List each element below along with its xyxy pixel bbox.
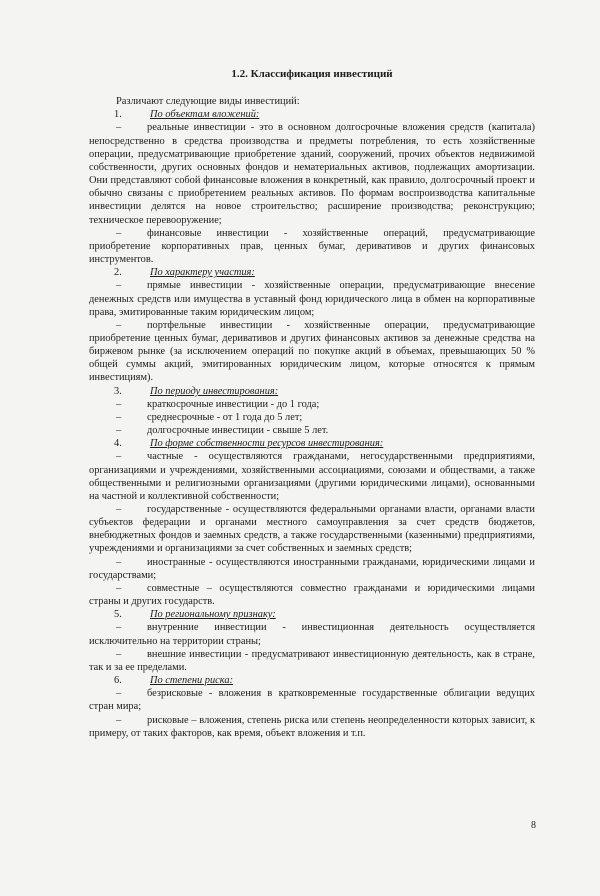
dash-bullet: – (116, 411, 122, 423)
heading-text: По степени риска: (150, 675, 234, 687)
dash-bullet: – (116, 122, 122, 134)
document-body (89, 68, 535, 740)
heading-number: 1. (114, 109, 122, 121)
dash-bullet: – (116, 227, 122, 239)
page-number: 8 (531, 820, 536, 831)
list-item-text: внутренние инвестиции - инвестиционная деятельность осуществляется исключительно на территории страны; (89, 622, 535, 647)
intro-paragraph: Различают следующие виды инвестиций: (116, 96, 300, 108)
dash-bullet: – (116, 425, 122, 437)
list-item-text: среднесрочные - от 1 года до 5 лет; (147, 411, 303, 423)
list-item-text: финансовые инвестиции - хозяйственные операций, предусматривающие приобретение корпоративных прав, ценных бумаг, деривативов и других финансовых инструментов. (89, 227, 535, 266)
dash-bullet: – (116, 622, 122, 634)
dash-bullet: – (116, 648, 122, 660)
heading-number: 3. (114, 385, 122, 397)
dash-bullet: – (116, 451, 122, 463)
dash-bullet: – (116, 398, 122, 410)
list-item-text: прямые инвестиции - хозяйственные операции, предусматривающие внесение денежных средств или имущества в уставный фонд юридического лица в обмен на корпоративные права, эмитированные таким юридическим лицом; (89, 280, 535, 318)
dash-bullet: – (116, 319, 122, 331)
list-item (89, 450, 535, 503)
list-item-text: государственные - осуществляются федеральными органами власти, органами власти субъектов федерации и органами местного самоуправления за счет средств бюджетов, внебюджетных фондов и заемных средств, а также государственными (казенными) предприятиями, учреждениями и организациями за счет собственных и заемных средств; (89, 504, 535, 555)
classification-heading (89, 385, 535, 398)
heading-text: По форме собственности ресурсов инвестирования: (150, 438, 384, 450)
heading-text: По объектам вложений: (150, 109, 260, 121)
list-item-text: внешние инвестиции - предусматривают инвестиционную деятельность, как в стране, так и за ее пределами. (89, 648, 535, 673)
list-item (89, 503, 535, 556)
list-item-text: частные - осуществляются гражданами, негосударственными предприятиями, организациями и учреждениями, хозяйственными ассоциациями, союзами и обществами, а также общественными и религиозными организациями (другими юридическими лицами), основанными на частной и коллективной собственности; (89, 451, 535, 502)
list-item-text: иностранные - осуществляются иностранными гражданами, юридическими лицами и государствами; (89, 556, 535, 581)
classification-heading (89, 266, 535, 279)
list-item-text: рисковые – вложения, степень риска или степень неопределенности которых зависит, к примеру, от таких факторов, как время, объект вложения и т.п. (89, 714, 535, 739)
classification-heading (89, 437, 535, 450)
dash-bullet: – (116, 280, 122, 292)
heading-number: 5. (114, 609, 122, 621)
list-item-text: совместные – осуществляются совместно гражданами и юридическими лицами страны и других государств. (89, 582, 535, 608)
heading-number: 6. (114, 675, 122, 687)
list-item (89, 121, 535, 226)
list-item-text: безрисковые - вложения в кратковременные государственные облигации ведущих стран мира; (89, 688, 535, 713)
list-item-text: краткосрочные инвестиции - до 1 года; (147, 398, 320, 410)
dash-bullet: – (116, 582, 122, 594)
heading-text: По региональному признаку: (150, 609, 276, 621)
heading-number: 4. (114, 438, 122, 450)
classification-list (89, 108, 535, 740)
list-item-text: долгосрочные инвестиции - свыше 5 лет. (147, 425, 329, 437)
dash-bullet: – (116, 688, 122, 700)
classification-heading (89, 108, 535, 121)
list-item (89, 648, 535, 674)
dash-bullet: – (116, 504, 122, 515)
list-item (89, 582, 535, 608)
list-item (89, 714, 535, 740)
list-item (89, 411, 535, 424)
classification-heading (89, 608, 535, 621)
list-item (89, 687, 535, 713)
heading-number: 2. (114, 267, 122, 279)
list-item (89, 279, 535, 318)
section-title: 1.2. Классификация инвестиций (231, 68, 393, 80)
heading-text: По характеру участия: (150, 267, 255, 279)
classification-heading (89, 674, 535, 687)
list-item (89, 398, 535, 411)
list-item (89, 319, 535, 385)
dash-bullet: – (116, 714, 122, 726)
heading-text: По периоду инвестирования: (150, 385, 279, 397)
list-item (89, 227, 535, 266)
list-item (89, 556, 535, 582)
dash-bullet: – (116, 556, 122, 568)
list-item (89, 424, 535, 437)
list-item-text: портфельные инвестиции - хозяйственные операции, предусматривающие приобретение ценных бумаг, деривативов и других финансовых активов за денежные средства на биржевом рынке (за исключением операций по покупке акций в объемах, превышающих 50 % общей суммы акций, эмитированных юридическим лицом, которые относятся к прямым инвестициям). (89, 319, 535, 384)
list-item-text: реальные инвестиции - это в основном долгосрочные вложения средств (капитала) непосредственно в средства производства и предметы потребления, то есть хозяйственные операции, предусматривающие приобретение зданий, сооружений, прочих объектов недвижимой собственности, других основных фондов и нематериальных активов, подлежащих амортизации. Они представляют собой финансовые вложения в конкретный, как правило, долгосрочный проект и обычно связаны с приобретением реальных активов. По формам воспроизводства капитальные инвестиции делятся на новое строительство; расширение производства; реконструкцию; техническое перевооружение; (89, 122, 535, 226)
list-item (89, 621, 535, 647)
